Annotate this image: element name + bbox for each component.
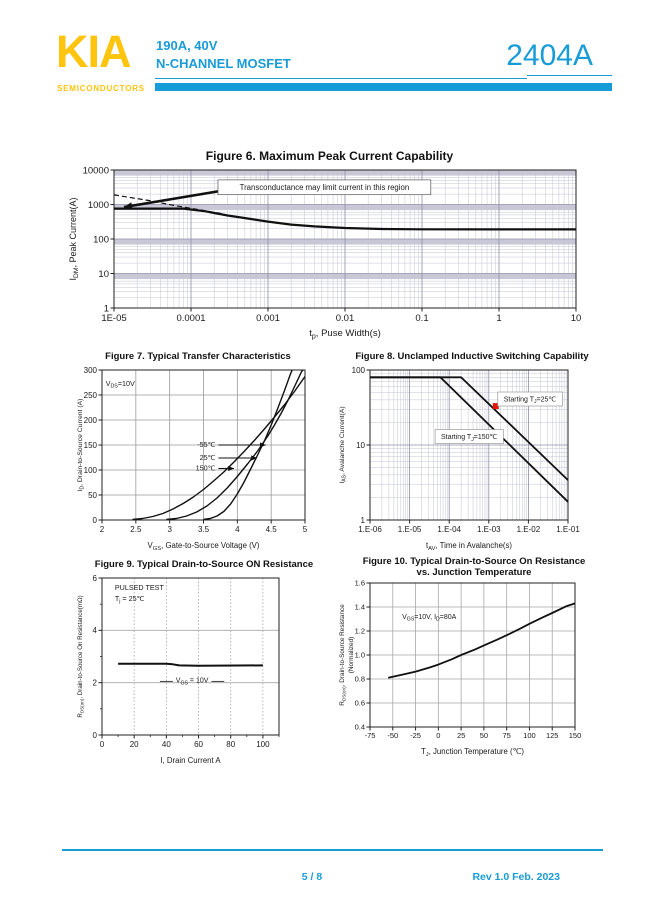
figure6-section	[62, 149, 597, 344]
svg-text:ID, Drain-to-Source Current (A: $I_D$, Drain-to-Source Current (A)	[77, 398, 86, 492]
svg-text:IDM, Peak Current(A): $I_{DM}$, Peak Current(A)	[68, 197, 81, 281]
svg-text:10: 10	[570, 313, 582, 324]
svg-text:4: 4	[235, 525, 240, 534]
svg-text:3.5: 3.5	[197, 525, 210, 534]
svg-text:0.8: 0.8	[354, 674, 365, 684]
svg-text:0: 0	[92, 730, 97, 740]
figure6-chart	[62, 164, 592, 344]
svg-text:20: 20	[129, 740, 139, 749]
svg-text:PULSED TEST: PULSED TEST	[114, 582, 164, 592]
figure10-section	[336, 556, 612, 764]
svg-text:25℃: 25℃	[199, 453, 216, 462]
svg-text:40: 40	[161, 740, 171, 749]
svg-text:0: 0	[436, 731, 441, 740]
figure8-chart	[334, 362, 606, 556]
svg-text:VGS, Gate-to-Source Voltage (V: $V_{GS}$, Gate-to-Source Voltage (V)	[147, 541, 260, 552]
svg-text:Starting TJ=25℃: Starting $T_J=25℃$	[503, 396, 557, 406]
svg-text:RDS(on), Drain-to-Source On Re: $R_{DS(on)}$, Drain-to-Source On Resistance(mΩ)	[77, 595, 85, 718]
svg-text:(Normalized): (Normalized)	[348, 636, 355, 674]
device-description	[156, 37, 291, 73]
figure9-section	[72, 559, 336, 770]
figure7-section	[72, 351, 324, 556]
svg-text:2: 2	[92, 678, 97, 688]
svg-text:-55℃: -55℃	[197, 440, 216, 449]
svg-text:150℃: 150℃	[195, 463, 216, 473]
svg-text:1000: 1000	[87, 199, 109, 211]
svg-text:1: 1	[360, 515, 365, 525]
device-type: N-CHANNEL MOSFET	[156, 56, 291, 71]
svg-text:Transconductance may limit cu: Transconductance may limit current in this region	[239, 183, 410, 193]
device-rating: 190A, 40V	[156, 38, 218, 53]
svg-text:10000: 10000	[82, 165, 109, 177]
svg-text:60: 60	[194, 740, 203, 749]
svg-text:Starting TJ=150℃: Starting $T_J=150℃$	[440, 434, 498, 443]
svg-text:0.01: 0.01	[335, 313, 355, 324]
figure8-title: Figure 8. Unclamped Inductive Switching Capability	[355, 351, 589, 362]
svg-text:1.2: 1.2	[354, 626, 365, 636]
footer-rule	[62, 849, 603, 851]
svg-text:100: 100	[523, 731, 536, 740]
figure8-section	[334, 351, 610, 556]
svg-text:VDS=10V: $V_{DS}=10V$	[105, 379, 135, 390]
svg-text:VGS=10V, ID=80A: $V_{GS}=10V$, $I_D=80A$	[402, 614, 457, 623]
svg-text:1: 1	[496, 313, 502, 324]
svg-text:0: 0	[99, 740, 105, 749]
svg-text:1.6: 1.6	[354, 578, 365, 588]
svg-text:0.4: 0.4	[354, 722, 365, 732]
svg-text:RDS(on), Drain-to-Source Resis: $R_{DS(on)}$, Drain-to-Source Resistance	[339, 604, 347, 706]
svg-text:I, Drain Current A: I, Drain Current A	[160, 756, 221, 765]
svg-text:1.E-05: 1.E-05	[397, 525, 422, 534]
svg-text:10: 10	[356, 440, 365, 450]
svg-text:150: 150	[568, 731, 582, 740]
part-number: 2404A	[506, 39, 593, 72]
svg-text:80: 80	[226, 740, 236, 749]
svg-text:tp, Puse Width(s): $t_p$, Puse Width(s)	[309, 328, 381, 341]
svg-text:4.5: 4.5	[265, 525, 277, 534]
svg-text:0.1: 0.1	[415, 313, 429, 324]
svg-text:1.E-06: 1.E-06	[358, 525, 382, 534]
svg-text:-75: -75	[364, 731, 376, 740]
svg-text:-50: -50	[387, 731, 399, 740]
figure9-chart	[72, 570, 334, 770]
svg-text:1.E-02: 1.E-02	[516, 525, 541, 534]
svg-text:1.E-01: 1.E-01	[556, 525, 580, 534]
svg-text:50: 50	[479, 731, 489, 740]
svg-text:4: 4	[92, 626, 97, 636]
svg-text:100: 100	[83, 465, 97, 475]
revision-label: Rev 1.0 Feb. 2023	[472, 871, 560, 883]
svg-text:tAV, Time in Avalanche(s): $t_{AV}$, Time in Avalanche(s)	[425, 541, 513, 552]
svg-text:0: 0	[92, 515, 97, 525]
svg-text:1E-05: 1E-05	[101, 313, 127, 324]
svg-text:6: 6	[92, 573, 97, 583]
header-rule-thin	[155, 78, 527, 79]
svg-text:1.0: 1.0	[354, 650, 365, 660]
svg-text:2: 2	[99, 525, 105, 534]
svg-text:0.6: 0.6	[354, 698, 365, 708]
svg-text:25: 25	[456, 731, 466, 740]
figure10-title-line2: vs. Junction Temperature	[416, 567, 532, 578]
figure9-title: Figure 9. Typical Drain-to-Source ON Resistance	[94, 559, 314, 570]
svg-text:1.E-04: 1.E-04	[437, 525, 461, 534]
figure7-chart	[72, 362, 322, 556]
svg-text:150: 150	[83, 440, 97, 450]
svg-text:3: 3	[167, 525, 172, 534]
svg-text:50: 50	[88, 490, 97, 500]
svg-text:-25: -25	[410, 731, 421, 740]
svg-text:0.0001: 0.0001	[176, 313, 206, 324]
svg-text:TJ, Junction Temperature (℃): $T_J$, Junction Temperature (℃)	[421, 747, 524, 758]
figure10-chart	[336, 578, 608, 764]
figure7-title: Figure 7. Typical Transfer Characteristics	[105, 351, 291, 362]
header-rule-thin-step	[527, 75, 612, 76]
header-rule-thick	[155, 83, 612, 91]
svg-text:75: 75	[502, 731, 511, 740]
svg-text:100: 100	[93, 234, 109, 246]
svg-text:300: 300	[83, 365, 97, 375]
page-indicator: 5 / 8	[301, 871, 323, 883]
kia-logo: KIA	[56, 26, 131, 77]
svg-text:200: 200	[83, 415, 97, 425]
svg-text:VGS = 10V: $V_{GS} = 10V$	[175, 677, 209, 687]
svg-text:250: 250	[83, 390, 97, 400]
svg-text:1: 1	[103, 303, 109, 315]
svg-text:5: 5	[302, 525, 308, 534]
svg-text:2.5: 2.5	[130, 525, 142, 534]
svg-text:100: 100	[351, 365, 365, 375]
svg-text:1.4: 1.4	[354, 602, 365, 612]
svg-text:100: 100	[256, 740, 270, 749]
figure6-title: Figure 6. Maximum Peak Current Capability	[205, 149, 454, 163]
svg-text:IAS, Avalanche Current(A): $I_{AS}$, Avalanche Current(A)	[339, 406, 348, 484]
kia-logo-subtext: SEMICONDUCTORS	[57, 84, 145, 93]
svg-text:0.001: 0.001	[256, 313, 280, 324]
svg-text:125: 125	[545, 731, 559, 740]
svg-text:Tj = 25℃: $T_j$ = 25℃	[114, 594, 145, 605]
svg-text:1.E-03: 1.E-03	[477, 525, 501, 534]
svg-text:10: 10	[98, 268, 109, 280]
figure10-title: Figure 10. Typical Drain-to-Source On Resistance	[362, 556, 586, 567]
